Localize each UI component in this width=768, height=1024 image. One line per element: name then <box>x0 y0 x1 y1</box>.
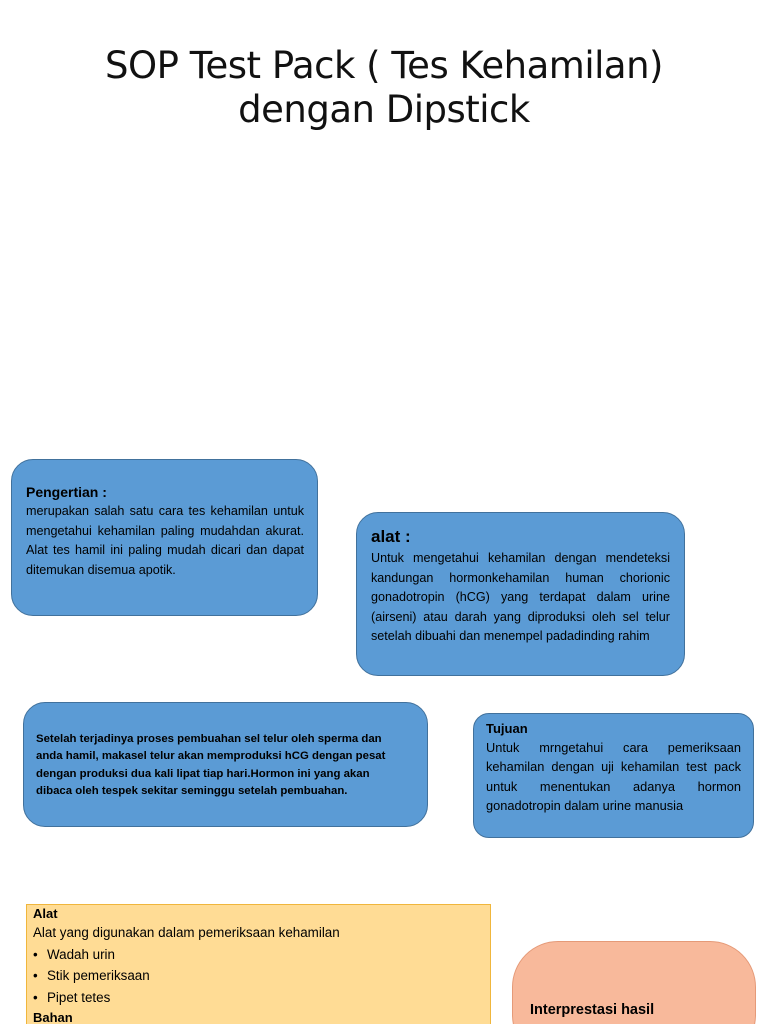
alat-heading: alat : <box>371 527 411 546</box>
alat-body: Untuk mengetahui kehamilan dengan mendeteksi kandungan hormonkehamilan human chorionic gonadotropin (hCG) yang terdapat dalam urine (airseni) atau darah yang diproduksi oleh sel telur setelah dibuahi dan menempel padadinding rahim <box>371 551 670 643</box>
tujuan-heading: Tujuan <box>486 721 528 736</box>
proses-body: Setelah terjadinya proses pembuahan sel telur oleh sperma dan anda hamil, makasel telur akan memproduksi hCG dengan pesat dengan produksi dua kali lipat tiap hari.Hormon ini yang akan dibaca oleh tespek sekitar seminggu setelah pembuahan. <box>36 733 386 797</box>
page-title-line-2: dengan Dipstick <box>238 88 530 131</box>
interpretasi-heading: Interprestasi hasil <box>530 1002 655 1018</box>
tujuan-body: Untuk mrngetahui cara pemeriksaan kehamilan dengan uji kehamilan test pack untuk menentukan adanya hormon gonadotropin dalam urine manusia <box>486 740 741 813</box>
pengertian-box <box>11 459 318 616</box>
bullet-icon: • <box>33 946 38 962</box>
list-item <box>33 944 484 966</box>
list-item-label: Pipet tetes <box>47 989 111 1005</box>
alat-bahan-intro: Alat yang digunakan dalam pemeriksaan kehamilan <box>33 925 340 940</box>
alat-bahan-box <box>26 904 491 1024</box>
list-item <box>33 987 484 1009</box>
pengertian-heading: Pengertian : <box>26 484 107 500</box>
page-title-line-1: SOP Test Pack ( Tes Kehamilan) <box>105 44 663 87</box>
list-item-label: Wadah urin <box>47 946 115 962</box>
pengertian-body: merupakan salah satu cara tes kehamilan untuk mengetahui kehamilan paling mudahdan akurat. Alat tes hamil ini paling mudah dicari dan dapat ditemukan disemua apotik. <box>26 504 304 577</box>
bullet-icon: • <box>33 968 38 983</box>
alat-bahan-heading: Alat <box>33 906 58 921</box>
bahan-heading: Bahan <box>33 1010 73 1024</box>
interpretasi-box <box>512 941 756 1024</box>
list-item-label: Stik pemeriksaan <box>47 968 150 983</box>
page-title <box>0 44 768 132</box>
proses-box <box>23 702 428 827</box>
alat-box <box>356 512 685 676</box>
list-item <box>33 965 484 987</box>
bullet-icon: • <box>33 989 38 1005</box>
tujuan-box <box>473 713 754 838</box>
alat-list <box>33 944 484 1009</box>
